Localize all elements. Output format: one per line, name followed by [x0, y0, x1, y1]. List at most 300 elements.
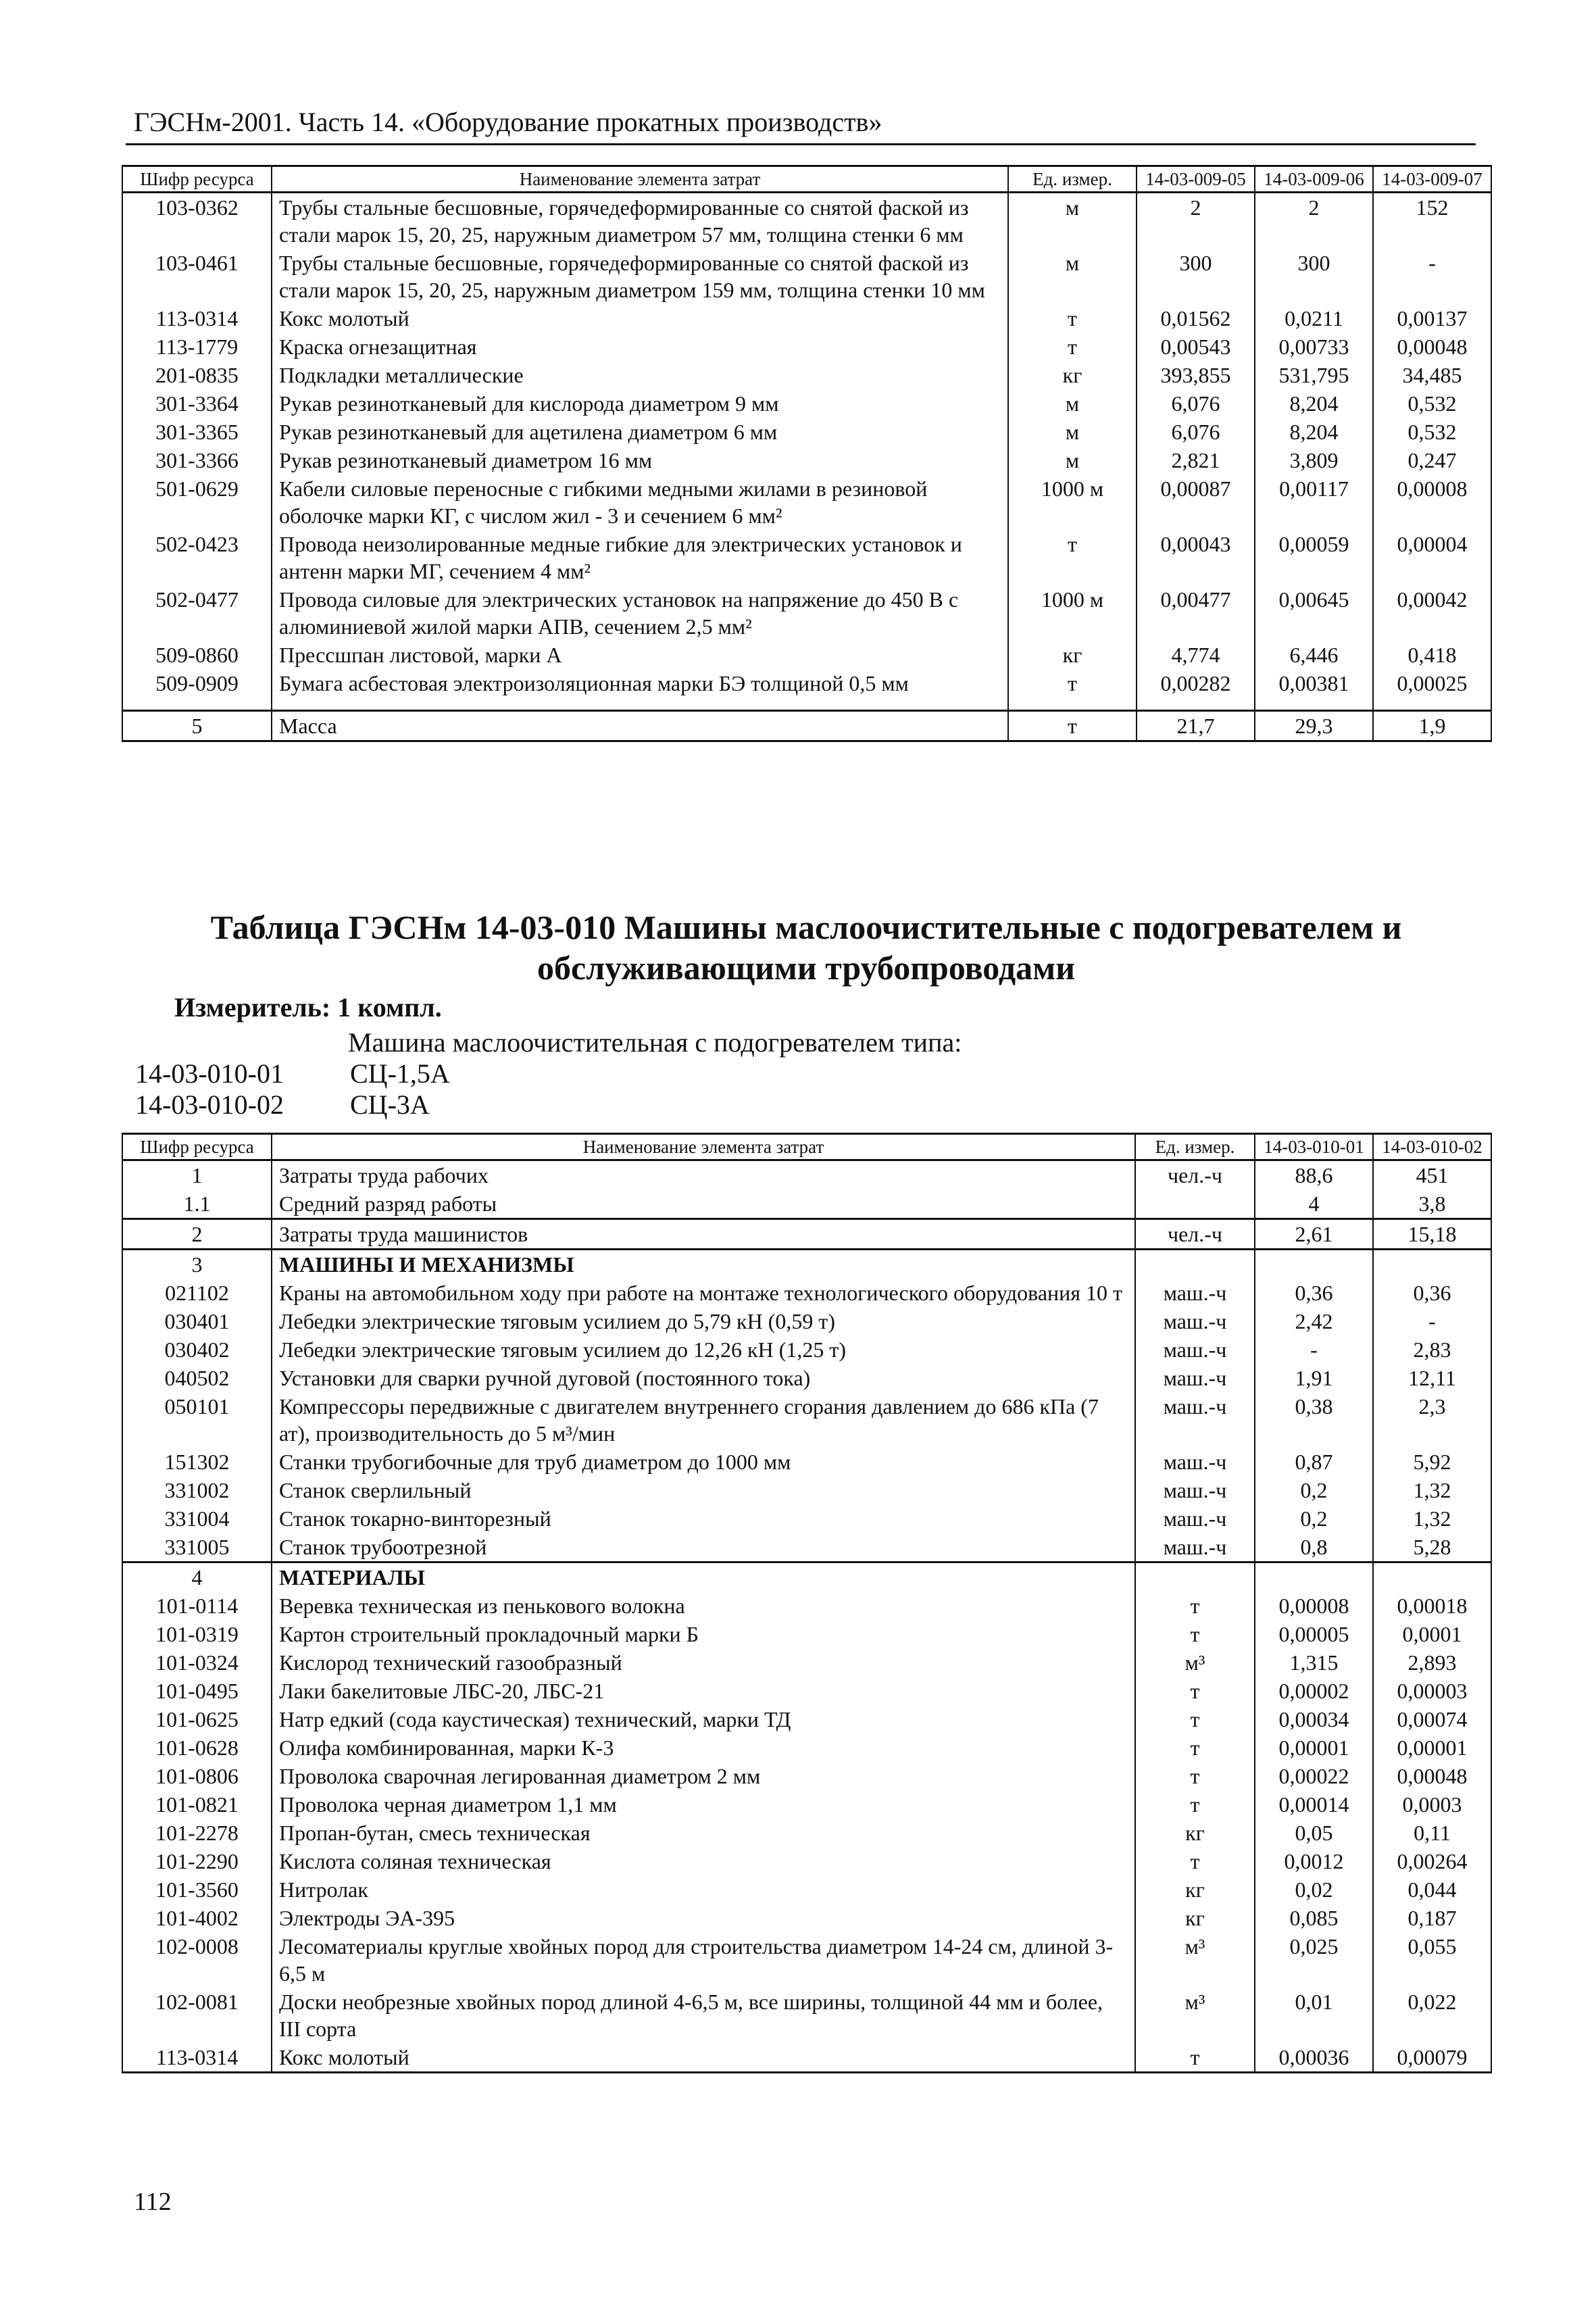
cell-value: 0,00022: [1255, 1762, 1373, 1790]
cell-value: 0,00645: [1255, 585, 1373, 641]
cell-value: 0,418: [1373, 641, 1491, 669]
cell-name: Проволока сварочная легированная диаметром 2 мм: [272, 1762, 1135, 1790]
cell-code: 103-0461: [122, 249, 272, 304]
cell-unit: 1000 м: [1008, 585, 1137, 641]
cell-code: 331005: [122, 1533, 272, 1562]
cell-value: 0,00543: [1137, 333, 1255, 361]
cell-unit: м³: [1135, 1648, 1255, 1677]
cell-name: Проволока черная диаметром 1,1 мм: [272, 1790, 1135, 1819]
cell-code: 101-0114: [122, 1592, 272, 1620]
cell-value: 88,6: [1255, 1160, 1373, 1190]
cell-value: 1,32: [1373, 1504, 1491, 1533]
cell-name: Подкладки металлические: [272, 361, 1008, 389]
cell-value: 0,00264: [1373, 1847, 1491, 1875]
table-row: [122, 1847, 1491, 1875]
cell-value: 2,42: [1255, 1307, 1373, 1335]
mass-row: [122, 711, 1491, 741]
cell-name: Кабели силовые переносные с гибкими медными жилами в резиновой оболочке марки КГ, с числом жил - 3 и сечением 6 мм²: [272, 474, 1008, 530]
cell-value: 3,809: [1255, 446, 1373, 474]
table-row: [122, 304, 1491, 333]
cell-code: 101-0495: [122, 1677, 272, 1705]
cell-name: Затраты труда рабочих: [272, 1160, 1135, 1190]
cell-code: 201-0835: [122, 361, 272, 389]
cell-value: [1373, 1250, 1491, 1279]
column-header-name: Наименование элемента затрат: [272, 166, 1008, 193]
cell-unit: маш.-ч: [1135, 1279, 1255, 1307]
cell-value: [1373, 1562, 1491, 1592]
cell-unit: м: [1008, 389, 1137, 418]
cell-value: 12,11: [1373, 1364, 1491, 1392]
table-row: [122, 2043, 1491, 2073]
table-row: [122, 641, 1491, 669]
cell-name: Краны на автомобильном ходу при работе на монтаже технологического оборудования 10 т: [272, 1279, 1135, 1307]
cell-value: 2,893: [1373, 1648, 1491, 1677]
table-row: [122, 361, 1491, 389]
cell-value: 6,446: [1255, 641, 1373, 669]
cell-name: Компрессоры передвижные с двигателем внутреннего сгорания давлением до 686 кПа (7 ат), производительность до 5 м³/мин: [272, 1392, 1135, 1448]
variant-code: 14-03-010-01: [135, 1058, 284, 1089]
cell-code: 101-0319: [122, 1620, 272, 1648]
table-row: [122, 249, 1491, 304]
cell-value: [1255, 1250, 1373, 1279]
cell-value: 0,00036: [1255, 2043, 1373, 2073]
cell-code: 101-2278: [122, 1819, 272, 1847]
cell-unit: чел.-ч: [1135, 1219, 1255, 1250]
cell-value: 2,61: [1255, 1219, 1373, 1250]
column-header-code: Шифр ресурса: [122, 1134, 272, 1160]
cell-name: Прессшпан листовой, марки А: [272, 641, 1008, 669]
cell-code: 509-0860: [122, 641, 272, 669]
cell-name: МАТЕРИАЛЫ: [272, 1562, 1135, 1592]
cell-value: 29,3: [1255, 711, 1373, 741]
cell-value: 0,532: [1373, 418, 1491, 446]
cell-name: Лебедки электрические тяговым усилием до 5,79 кН (0,59 т): [272, 1307, 1135, 1335]
cell-code: 102-0008: [122, 1932, 272, 1988]
cell-code: 101-0821: [122, 1790, 272, 1819]
cell-name: Провода неизолированные медные гибкие для электрических установок и антенн марки МГ, сечением 4 мм²: [272, 530, 1008, 585]
cell-value: 393,855: [1137, 361, 1255, 389]
cell-value: 0,00079: [1373, 2043, 1491, 2073]
cell-name: Кислота соляная техническая: [272, 1847, 1135, 1875]
table-row: [122, 1932, 1491, 1988]
cell-unit: маш.-ч: [1135, 1364, 1255, 1392]
cell-code: 2: [122, 1219, 272, 1250]
cell-code: 1: [122, 1160, 272, 1190]
table-row: [122, 389, 1491, 418]
cell-code: 101-4002: [122, 1904, 272, 1932]
cell-code: 050101: [122, 1392, 272, 1448]
cell-value: 0,0211: [1255, 304, 1373, 333]
column-header-variant: 14-03-010-02: [1373, 1134, 1491, 1160]
table-row: [122, 1392, 1491, 1448]
cell-name: Олифа комбинированная, марки К-3: [272, 1733, 1135, 1762]
cell-value: 0,00087: [1137, 474, 1255, 530]
cell-unit: маш.-ч: [1135, 1448, 1255, 1476]
cell-code: 101-0628: [122, 1733, 272, 1762]
cell-value: 0,00004: [1373, 530, 1491, 585]
cell-name: Станок трубоотрезной: [272, 1533, 1135, 1562]
cell-value: 6,076: [1137, 389, 1255, 418]
cell-code: 030401: [122, 1307, 272, 1335]
cell-unit: маш.-ч: [1135, 1504, 1255, 1533]
cell-name: Рукав резинотканевый диаметром 16 мм: [272, 446, 1008, 474]
table-row: [122, 1307, 1491, 1335]
cell-code: 101-0806: [122, 1762, 272, 1790]
cell-value: 300: [1137, 249, 1255, 304]
table-row: [122, 1790, 1491, 1819]
section-header-materials: [122, 1562, 1491, 1592]
cell-value: 0,00003: [1373, 1677, 1491, 1705]
cell-value: 0,00002: [1255, 1677, 1373, 1705]
cell-name: Кокс молотый: [272, 304, 1008, 333]
cell-value: 0,00042: [1373, 585, 1491, 641]
cell-value: 2,821: [1137, 446, 1255, 474]
cell-value: 0,00008: [1255, 1592, 1373, 1620]
section-header-machines: [122, 1250, 1491, 1279]
cell-value: -: [1373, 1307, 1491, 1335]
cell-unit: кг: [1008, 361, 1137, 389]
cell-code: 501-0629: [122, 474, 272, 530]
cell-unit: т: [1008, 711, 1137, 741]
cell-name: Веревка техническая из пенькового волокна: [272, 1592, 1135, 1620]
cell-name: Масса: [272, 711, 1008, 741]
measure-unit: Измеритель: 1 компл.: [174, 992, 442, 1023]
table-row: [122, 530, 1491, 585]
table-row: [122, 1335, 1491, 1364]
variant-name: СЦ-1,5А: [350, 1058, 450, 1089]
table-row: [122, 1476, 1491, 1504]
cell-value: 531,795: [1255, 361, 1373, 389]
cell-unit: маш.-ч: [1135, 1476, 1255, 1504]
cell-name: Картон строительный прокладочный марки Б: [272, 1620, 1135, 1648]
cell-value: 0,2: [1255, 1476, 1373, 1504]
cell-value: 0,00059: [1255, 530, 1373, 585]
cell-unit: м: [1008, 193, 1137, 249]
cell-code: 113-0314: [122, 2043, 272, 2073]
cell-value: 0,532: [1373, 389, 1491, 418]
table-row: [122, 1819, 1491, 1847]
table-header-row: [122, 166, 1491, 193]
cell-code: 301-3366: [122, 446, 272, 474]
table-row: [122, 1677, 1491, 1705]
column-header-variant: 14-03-010-01: [1255, 1134, 1373, 1160]
column-header-name: Наименование элемента затрат: [272, 1134, 1135, 1160]
cell-name: Кислород технический газообразный: [272, 1648, 1135, 1677]
cell-unit: т: [1135, 1620, 1255, 1648]
running-header: ГЭСНм-2001. Часть 14. «Оборудование прокатных производств»: [134, 107, 882, 137]
table-row: [122, 1620, 1491, 1648]
cell-value: 0,085: [1255, 1904, 1373, 1932]
table-row: [122, 1592, 1491, 1620]
cell-unit: т: [1135, 1847, 1255, 1875]
cell-value: 0,247: [1373, 446, 1491, 474]
cell-value: 0,0012: [1255, 1847, 1373, 1875]
cell-unit: т: [1135, 1790, 1255, 1819]
cell-value: 0,00001: [1373, 1733, 1491, 1762]
cell-name: Установки для сварки ручной дуговой (постоянного тока): [272, 1364, 1135, 1392]
cell-value: 2: [1137, 193, 1255, 249]
cell-value: 5,92: [1373, 1448, 1491, 1476]
cell-unit: т: [1008, 333, 1137, 361]
table-row: [122, 1279, 1491, 1307]
cell-name: Бумага асбестовая электроизоляционная марки БЭ толщиной 0,5 мм: [272, 669, 1008, 697]
cell-code: 301-3364: [122, 389, 272, 418]
cell-value: 0,055: [1373, 1932, 1491, 1988]
cell-code: 331004: [122, 1504, 272, 1533]
cell-code: 101-0324: [122, 1648, 272, 1677]
cell-value: 300: [1255, 249, 1373, 304]
cell-name: Станок сверлильный: [272, 1476, 1135, 1504]
cell-value: 1,315: [1255, 1648, 1373, 1677]
table-row: [122, 1988, 1491, 2043]
cell-value: 0,00005: [1255, 1620, 1373, 1648]
cell-unit: т: [1008, 304, 1137, 333]
table-row: [122, 1364, 1491, 1392]
table-row: [122, 1189, 1491, 1219]
cell-value: 0,38: [1255, 1392, 1373, 1448]
cell-value: 2,83: [1373, 1335, 1491, 1364]
variant-code: 14-03-010-02: [135, 1089, 284, 1120]
cell-value: 3,8: [1373, 1189, 1491, 1219]
variant-caption: Машина маслоочистительная с подогревателем типа:: [348, 1027, 962, 1058]
cell-unit: маш.-ч: [1135, 1307, 1255, 1335]
cell-value: 2,3: [1373, 1392, 1491, 1448]
operators-row: [122, 1219, 1491, 1250]
cell-unit: м³: [1135, 1932, 1255, 1988]
cell-value: 0,00014: [1255, 1790, 1373, 1819]
table-row: [122, 446, 1491, 474]
cell-value: 0,00001: [1255, 1733, 1373, 1762]
table-row: [122, 193, 1491, 249]
header-rule: [126, 143, 1476, 145]
table-row: [122, 1160, 1491, 1190]
table-row: [122, 1733, 1491, 1762]
table-body: [122, 1160, 1491, 2073]
cell-code: 502-0477: [122, 585, 272, 641]
cell-value: -: [1255, 1335, 1373, 1364]
cell-code: 1.1: [122, 1189, 272, 1219]
cell-value: 0,36: [1255, 1279, 1373, 1307]
cell-value: 4: [1255, 1189, 1373, 1219]
table-body: [122, 193, 1491, 698]
cell-unit: маш.-ч: [1135, 1335, 1255, 1364]
cell-code: 301-3365: [122, 418, 272, 446]
cell-unit: маш.-ч: [1135, 1392, 1255, 1448]
cell-value: 1,9: [1373, 711, 1491, 741]
cell-name: Трубы стальные бесшовные, горячедеформированные со снятой фаской из стали марок 15, 20, 25, наружным диаметром 57 мм, толщина стенки 6 мм: [272, 193, 1008, 249]
table-gap-row: [122, 697, 1491, 711]
cell-name: Нитролак: [272, 1875, 1135, 1904]
cell-value: 0,00048: [1373, 333, 1491, 361]
cell-code: 502-0423: [122, 530, 272, 585]
cell-value: 0,11: [1373, 1819, 1491, 1847]
cell-name: Кокс молотый: [272, 2043, 1135, 2073]
cell-value: -: [1373, 249, 1491, 304]
cell-name: Краска огнезащитная: [272, 333, 1008, 361]
cell-unit: т: [1135, 1592, 1255, 1620]
cell-name: Затраты труда машинистов: [272, 1219, 1135, 1250]
variant-name: СЦ-3А: [350, 1089, 430, 1120]
cell-code: 113-1779: [122, 333, 272, 361]
cell-value: 0,00137: [1373, 304, 1491, 333]
cell-value: 0,02: [1255, 1875, 1373, 1904]
cell-value: 0,00381: [1255, 669, 1373, 697]
cell-value: 0,00043: [1137, 530, 1255, 585]
cell-code: 103-0362: [122, 193, 272, 249]
column-header-unit: Ед. измер.: [1135, 1134, 1255, 1160]
cell-value: 0,00025: [1373, 669, 1491, 697]
cell-code: 101-0625: [122, 1705, 272, 1733]
table-row: [122, 1904, 1491, 1932]
cell-value: 4,774: [1137, 641, 1255, 669]
cell-name: Электроды ЭА-395: [272, 1904, 1135, 1932]
cell-code: 509-0909: [122, 669, 272, 697]
cell-name: Станки трубогибочные для труб диаметром до 1000 мм: [272, 1448, 1135, 1476]
cell-value: 0,187: [1373, 1904, 1491, 1932]
cell-unit: т: [1135, 1677, 1255, 1705]
cell-name: Рукав резинотканевый для кислорода диаметром 9 мм: [272, 389, 1008, 418]
cell-unit: т: [1135, 1705, 1255, 1733]
table-row: [122, 1762, 1491, 1790]
column-header-variant: 14-03-009-05: [1137, 166, 1255, 193]
table-row: [122, 1705, 1491, 1733]
resource-table-14-03-009: [122, 165, 1492, 742]
cell-value: 0,00008: [1373, 474, 1491, 530]
cell-value: 0,01: [1255, 1988, 1373, 2043]
cell-unit: т: [1008, 530, 1137, 585]
cell-value: 0,8: [1255, 1533, 1373, 1562]
cell-unit: кг: [1135, 1875, 1255, 1904]
table-row: [122, 1448, 1491, 1476]
page-number: 112: [134, 2188, 172, 2216]
column-header-unit: Ед. измер.: [1008, 166, 1137, 193]
cell-value: 0,2: [1255, 1504, 1373, 1533]
table-row: [122, 418, 1491, 446]
cell-code: 5: [122, 711, 272, 741]
cell-code: 101-3560: [122, 1875, 272, 1904]
cell-code: 4: [122, 1562, 272, 1592]
cell-value: 5,28: [1373, 1533, 1491, 1562]
cell-name: Рукав резинотканевый для ацетилена диаметром 6 мм: [272, 418, 1008, 446]
table-row: [122, 585, 1491, 641]
cell-unit: м: [1008, 418, 1137, 446]
table-row: [122, 1648, 1491, 1677]
cell-code: 102-0081: [122, 1988, 272, 2043]
cell-value: 0,00477: [1137, 585, 1255, 641]
cell-value: 152: [1373, 193, 1491, 249]
cell-value: 15,18: [1373, 1219, 1491, 1250]
cell-name: Лаки бакелитовые ЛБС-20, ЛБС-21: [272, 1677, 1135, 1705]
cell-name: МАШИНЫ И МЕХАНИЗМЫ: [272, 1250, 1135, 1279]
cell-unit: маш.-ч: [1135, 1533, 1255, 1562]
cell-name: Доски необрезные хвойных пород длиной 4-6,5 м, все ширины, толщиной 44 мм и более, III сорта: [272, 1988, 1135, 2043]
cell-code: 021102: [122, 1279, 272, 1307]
cell-value: 0,00074: [1373, 1705, 1491, 1733]
cell-unit: м³: [1135, 1988, 1255, 2043]
cell-name: Провода силовые для электрических установок на напряжение до 450 В с алюминиевой жилой марки АПВ, сечением 2,5 мм²: [272, 585, 1008, 641]
cell-value: 0,025: [1255, 1932, 1373, 1988]
cell-unit: м: [1008, 446, 1137, 474]
cell-name: Пропан-бутан, смесь техническая: [272, 1819, 1135, 1847]
cell-value: 6,076: [1137, 418, 1255, 446]
cell-code: 030402: [122, 1335, 272, 1364]
cell-value: 0,00048: [1373, 1762, 1491, 1790]
cell-unit: м: [1008, 249, 1137, 304]
cell-value: 0,0003: [1373, 1790, 1491, 1819]
cell-value: 0,00733: [1255, 333, 1373, 361]
cell-unit: кг: [1008, 641, 1137, 669]
table-row: [122, 669, 1491, 697]
column-header-variant: 14-03-009-07: [1373, 166, 1491, 193]
table-row: [122, 333, 1491, 361]
cell-value: 0,00282: [1137, 669, 1255, 697]
cell-code: 331002: [122, 1476, 272, 1504]
cell-value: 0,044: [1373, 1875, 1491, 1904]
table-row: [122, 1875, 1491, 1904]
cell-name: Трубы стальные бесшовные, горячедеформированные со снятой фаской из стали марок 15, 20, 25, наружным диаметром 159 мм, толщина стенки 10 мм: [272, 249, 1008, 304]
cell-unit: 1000 м: [1008, 474, 1137, 530]
cell-value: 0,00034: [1255, 1705, 1373, 1733]
cell-unit: чел.-ч: [1135, 1160, 1255, 1190]
cell-value: 0,87: [1255, 1448, 1373, 1476]
cell-code: 101-2290: [122, 1847, 272, 1875]
cell-value: 0,00018: [1373, 1592, 1491, 1620]
column-header-variant: 14-03-009-06: [1255, 166, 1373, 193]
cell-unit: [1135, 1189, 1255, 1219]
cell-name: Станок токарно-винторезный: [272, 1504, 1135, 1533]
cell-value: 0,05: [1255, 1819, 1373, 1847]
table-row: [122, 474, 1491, 530]
cell-unit: [1135, 1250, 1255, 1279]
cell-unit: [1135, 1562, 1255, 1592]
cell-unit: т: [1135, 1762, 1255, 1790]
cell-code: 151302: [122, 1448, 272, 1476]
cell-value: 8,204: [1255, 418, 1373, 446]
cell-name: Натр едкий (сода каустическая) технический, марки ТД: [272, 1705, 1135, 1733]
cell-name: Лебедки электрические тяговым усилием до 12,26 кН (1,25 т): [272, 1335, 1135, 1364]
resource-table-14-03-010: [122, 1133, 1492, 2073]
cell-value: 1,32: [1373, 1476, 1491, 1504]
cell-value: 451: [1373, 1160, 1491, 1190]
cell-unit: кг: [1135, 1819, 1255, 1847]
cell-code: 113-0314: [122, 304, 272, 333]
cell-value: 0,01562: [1137, 304, 1255, 333]
cell-name: Средний разряд работы: [272, 1189, 1135, 1219]
table-row: [122, 1533, 1491, 1562]
table-header-row: [122, 1134, 1491, 1160]
cell-unit: т: [1008, 669, 1137, 697]
column-header-code: Шифр ресурса: [122, 166, 272, 193]
cell-unit: т: [1135, 1733, 1255, 1762]
cell-value: 21,7: [1137, 711, 1255, 741]
cell-value: 8,204: [1255, 389, 1373, 418]
cell-value: 2: [1255, 193, 1373, 249]
cell-value: 0,022: [1373, 1988, 1491, 2043]
cell-unit: кг: [1135, 1904, 1255, 1932]
cell-value: [1255, 1562, 1373, 1592]
cell-value: 34,485: [1373, 361, 1491, 389]
cell-name: Лесоматериалы круглые хвойных пород для строительства диаметром 14-24 см, длиной 3-6,5 м: [272, 1932, 1135, 1988]
cell-code: 040502: [122, 1364, 272, 1392]
cell-value: 0,00117: [1255, 474, 1373, 530]
cell-value: 0,36: [1373, 1279, 1491, 1307]
cell-unit: т: [1135, 2043, 1255, 2073]
table-row: [122, 1504, 1491, 1533]
cell-code: 3: [122, 1250, 272, 1279]
table-title: Таблица ГЭСНм 14-03-010 Машины маслоочистительные с подогревателем и обслуживающими трубопроводами: [210, 908, 1402, 987]
cell-value: 1,91: [1255, 1364, 1373, 1392]
cell-value: 0,0001: [1373, 1620, 1491, 1648]
